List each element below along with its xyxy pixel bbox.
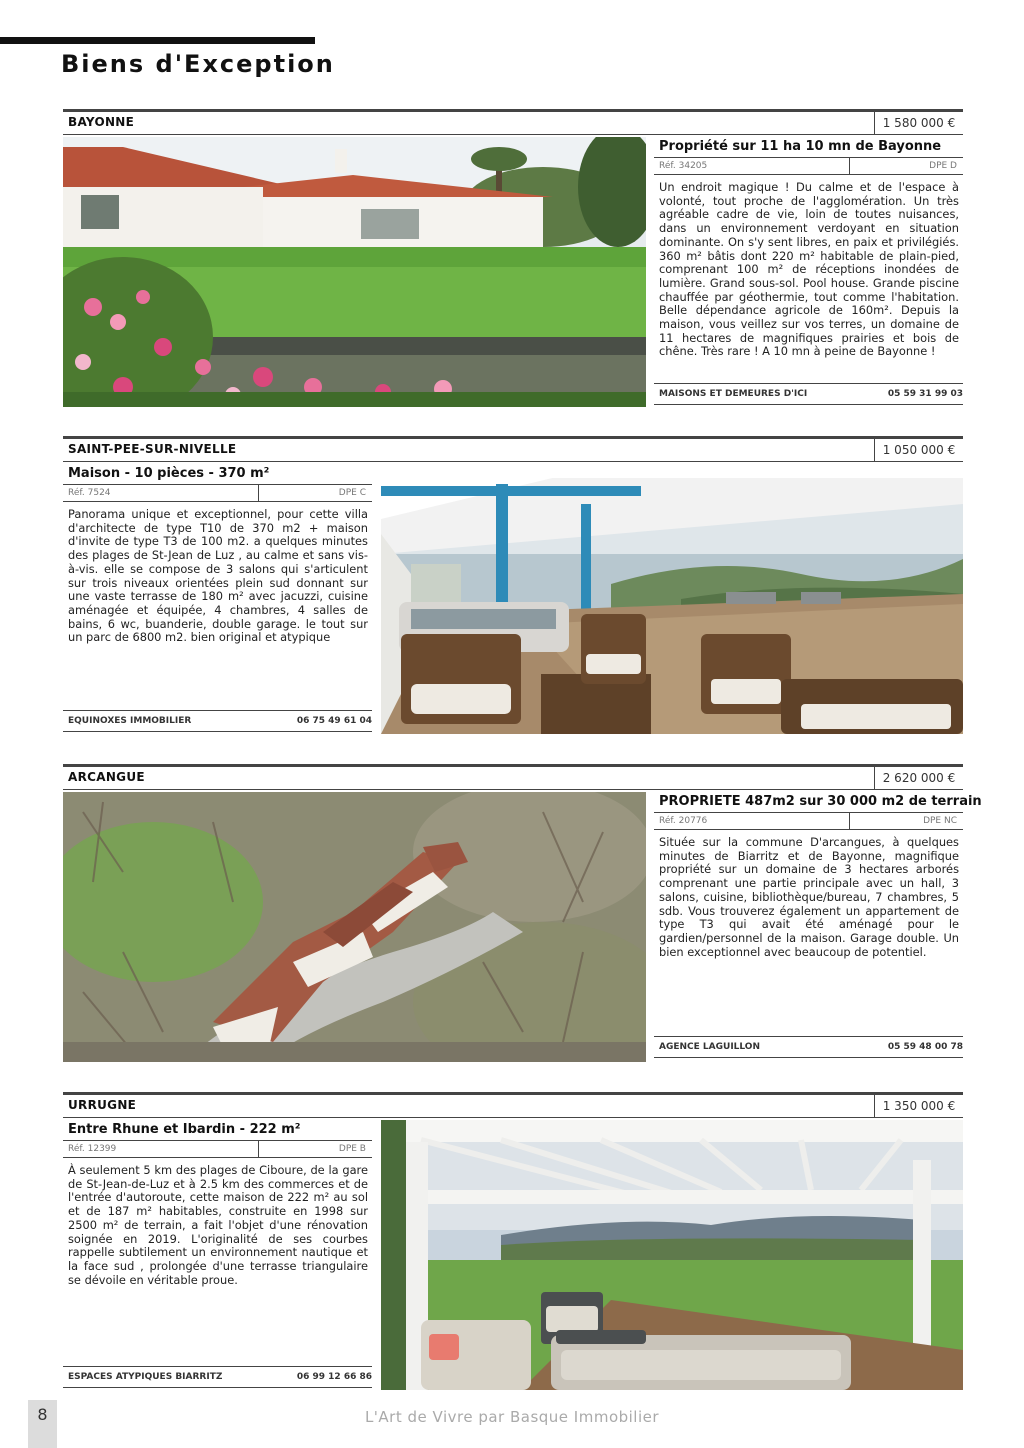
listing-header <box>63 1092 963 1118</box>
listing-urrugne <box>63 1092 963 1390</box>
listing-text <box>654 792 982 1062</box>
listing-price: 1 350 000 € <box>874 1095 963 1117</box>
agency-phone: 05 59 31 99 03 <box>887 389 963 399</box>
listing-description: Panorama unique et exceptionnel, pour cette villa d'architecte de type T10 de 370 m2 + maison d'invite de type T3 de 100 m2. a quelques minutes des plages de St-Jean de Luz , au calme et sans vis-à-vis. elle se compose de 3 salons qui s'articulent sur trois niveaux orientées plein sud donnant sur une vaste terrasse de 180 m² avec jacuzzi, cuisine aménagée et équipée, 4 chambres, 4 salles de bains, 6 wc, buanderie, double garage. le tout sur un parc de 6800 m2. bien original et atypique <box>68 507 368 645</box>
listing-footer <box>63 1366 372 1388</box>
meta-divider <box>849 158 850 174</box>
listing-price: 1 580 000 € <box>874 112 963 134</box>
listing-ref: Réf. 7524 <box>68 488 111 498</box>
listing-footer <box>654 383 963 405</box>
listing-header <box>63 764 963 790</box>
page-title: Biens d'Exception <box>61 50 335 78</box>
listing-text <box>63 464 372 734</box>
listing-price: 2 620 000 € <box>874 767 963 789</box>
listing-title: PROPRIETE 487m2 sur 30 000 m2 de terrain <box>654 792 963 813</box>
listing-title: Maison - 10 pièces - 370 m² <box>63 464 372 485</box>
listing-dpe: DPE D <box>929 161 957 171</box>
listing-header <box>63 436 963 462</box>
listing-ref: Réf. 12399 <box>68 1144 117 1154</box>
listing-description: Située sur la commune D'arcangues, à quelques minutes de Biarritz et de Bayonne, magnifique propriété sur un domaine de 3 hectares arborés comprenant une partie principale avec un hall, 3 salons, cuisine, bibliothèque/bureau, 7 chambres, 5 sdb. Vous trouverez également un appartement de type T3 qui avait été aménagé pour le gardien/personnel de la maison. Garage double. Un bien exceptionnel avec beaucoup de potentiel. <box>659 835 959 959</box>
listing-dpe: DPE C <box>338 488 366 498</box>
listing-ref: Réf. 20776 <box>659 816 708 826</box>
listing-title: Entre Rhune et Ibardin - 222 m² <box>63 1120 372 1141</box>
meta-divider <box>849 813 850 829</box>
listing-footer <box>654 1036 963 1058</box>
terrace-jacuzzi-photo <box>381 464 963 734</box>
listing-saint-pee <box>63 436 963 734</box>
agency-phone: 05 59 48 00 78 <box>887 1042 963 1052</box>
meta-divider <box>258 485 259 501</box>
listing-title: Propriété sur 11 ha 10 mn de Bayonne <box>654 137 963 158</box>
listing-price: 1 050 000 € <box>874 439 963 461</box>
listing-city: BAYONNE <box>68 115 135 129</box>
title-rule <box>0 37 315 44</box>
listing-meta <box>654 813 963 830</box>
agency-phone: 06 75 49 61 04 <box>296 716 372 726</box>
meta-divider <box>258 1141 259 1157</box>
listing-header <box>63 109 963 135</box>
agency-name: MAISONS ET DEMEURES D'ICI <box>659 389 808 399</box>
pergola-lounge-photo <box>381 1120 963 1390</box>
agency-name: AGENCE LAGUILLON <box>659 1042 760 1052</box>
listing-dpe: DPE B <box>338 1144 366 1154</box>
listing-text <box>63 1120 372 1390</box>
listing-footer <box>63 710 372 732</box>
agency-name: EQUINOXES IMMOBILIER <box>68 716 192 726</box>
listing-description: À seulement 5 km des plages de Ciboure, de la gare de St-Jean-de-Luz et à 2.5 km des commerces et de l'entrée d'autoroute, cette maison de 222 m² au sol et de 187 m² habitables, construite en 1998 sur 2500 m² de terrain, a fait l'objet d'une rénovation soignée en 2019. L'originalité de ses courbes rappelle subtilement un environnement nautique et la face sud , prolongée d'une terrasse triangulaire se dévoile en véritable proue. <box>68 1163 368 1287</box>
listing-bayonne <box>63 109 963 407</box>
listing-arcangue <box>63 764 982 1062</box>
listing-meta <box>654 158 963 175</box>
listing-dpe: DPE NC <box>923 816 957 826</box>
aerial-estate-photo <box>63 792 646 1062</box>
listing-city: SAINT-PEE-SUR-NIVELLE <box>68 442 237 456</box>
listing-meta <box>63 485 372 502</box>
house-garden-photo <box>63 137 646 407</box>
listing-text <box>654 137 963 407</box>
listing-city: ARCANGUE <box>68 770 145 784</box>
listing-city: URRUGNE <box>68 1098 137 1112</box>
footer-tagline: L'Art de Vivre par Basque Immobilier <box>364 1408 660 1426</box>
listing-description: Un endroit magique ! Du calme et de l'espace à volonté, tout proche de l'agglomération. Un très agréable cadre de vie, loin de toutes nuisances, dans un environnement verdoyant en situation dominante. On s'y sent libres, en paix et privilégiés. 360 m² bâtis dont 220 m² habitable de plain-pied, comprenant 100 m² de réceptions inondées de lumière. Grand sous-sol. Pool house. Grande piscine chauffée par géothermie, tout comme l'habitation. Belle dépendance agricole de 160m². Depuis la maison, vous veillez sur vos terres, un domaine de 11 hectares de magnifiques prairies et bois de chêne. Très rare ! A 10 mn à peine de Bayonne ! <box>659 180 959 359</box>
listing-meta <box>63 1141 372 1158</box>
page-number: 8 <box>37 1405 48 1424</box>
agency-name: ESPACES ATYPIQUES BIARRITZ <box>68 1372 223 1382</box>
agency-phone: 06 99 12 66 86 <box>296 1372 372 1382</box>
listing-ref: Réf. 34205 <box>659 161 708 171</box>
